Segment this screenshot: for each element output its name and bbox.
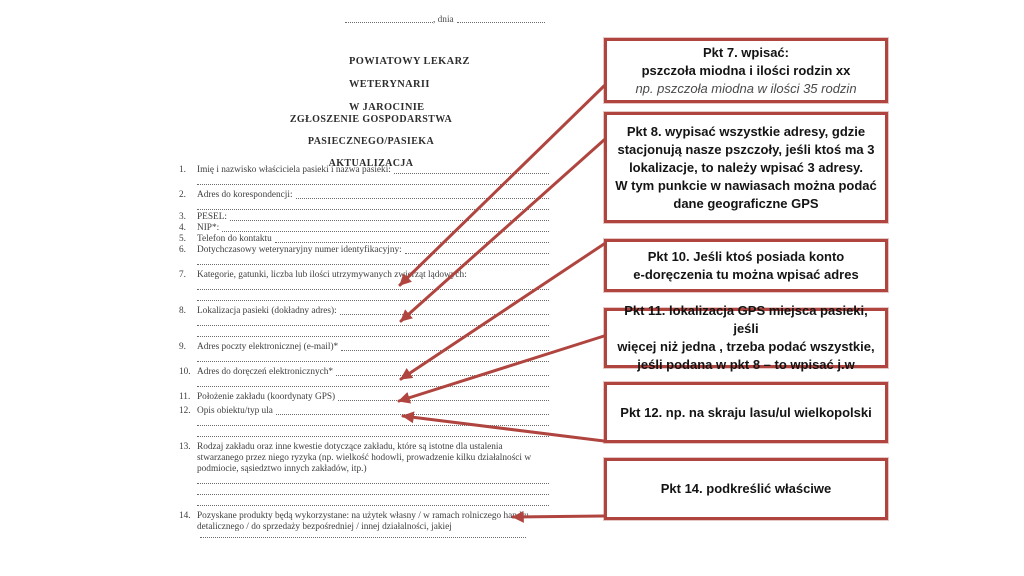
dotted-answer-line	[197, 256, 550, 267]
form-item-number: 3.	[179, 212, 186, 222]
form-item-label: Dotychczasowy weterynaryjny numer identyfikacyjny:	[197, 245, 402, 255]
form-item-label: NIP*:	[197, 223, 220, 233]
form-item	[178, 212, 550, 223]
form-items	[178, 162, 550, 544]
form-item-number: 10.	[179, 367, 191, 377]
form-item-number: 1.	[179, 165, 186, 175]
dotted-answer-line	[197, 378, 550, 389]
form-item-label: Kategorie, gatunki, liczba lub ilości utrzymywanych zwierząt lądowych:	[197, 270, 467, 280]
form-title-line-1: ZGŁOSZENIE GOSPODARSTWA PASIECZNEGO/PASIEKA	[289, 114, 453, 147]
form-item-label: Adres poczty elektronicznej (e-mail)*	[197, 342, 339, 352]
form-item-label: Położenie zakładu (koordynaty GPS)	[197, 392, 336, 402]
dotted-answer-line	[197, 486, 550, 497]
dotted-answer-line	[197, 176, 550, 187]
form-item-label: Telefon do kontaktu	[197, 234, 272, 244]
dotted-leader	[340, 313, 549, 315]
dotted-leader	[230, 219, 549, 221]
form-item	[178, 165, 550, 187]
form-item	[178, 511, 550, 544]
form-item-number: 11.	[179, 392, 191, 402]
annotation-box-pkt10	[604, 239, 888, 292]
form-item-number: 5.	[179, 234, 186, 244]
form-item-number: 14.	[179, 511, 191, 521]
form-item-label: Imię i nazwisko właściciela pasieki i nazwa pasieki:	[197, 165, 391, 175]
dotted-answer-line	[197, 292, 550, 303]
annotation-text-line: Pkt 10. Jeśli ktoś posiada konto	[647, 248, 845, 264]
date-line	[345, 13, 545, 25]
form-item-number: 7.	[179, 270, 186, 280]
form-item	[178, 342, 550, 364]
form-item-label: Rodzaj zakładu oraz inne kwestie dotyczące zakładu, które są istotne dla ustalenia stwarzanego przez niego ryzyka (np. wielkość hodowli, prowadzenie kilku działalności w podmiocie, sąsiedztwo innych zakładów, itp.)	[197, 442, 532, 474]
annotation-text-line: więcej niż jedna , trzeba podać wszystkie,	[617, 339, 875, 354]
dotted-leader	[276, 413, 549, 415]
dotted-answer-line	[197, 475, 550, 486]
dotted-answer-line	[197, 497, 550, 508]
annotation-box-pkt14	[604, 458, 888, 520]
date-place-dotted-blank	[345, 21, 433, 23]
form-item-label: Opis obiektu/typ ula	[197, 406, 273, 416]
letterhead-line-1: POWIATOWY LEKARZ WETERYNARII	[349, 56, 470, 90]
form-item-number: 12.	[179, 406, 191, 416]
date-label: , dnia	[433, 15, 454, 25]
dotted-leader	[341, 349, 549, 351]
form-item-number: 6.	[179, 245, 186, 255]
annotation-box-pkt7	[604, 38, 888, 103]
form-item-label: Adres do korespondencji:	[197, 190, 293, 200]
annotation-box-pkt8	[604, 112, 888, 223]
form-item	[178, 406, 550, 439]
form-item-label: Lokalizacja pasieki (dokładny adres):	[197, 306, 337, 316]
annotation-text-line: jeśli podana w pkt 8 – to wpisać j.w	[637, 357, 855, 372]
dotted-answer-line	[197, 428, 550, 439]
form-item	[178, 306, 550, 339]
annotation-text-line: e-doręczenia tu można wpisać adres	[633, 266, 859, 282]
form-item-number: 9.	[179, 342, 186, 352]
form-item	[178, 223, 550, 234]
annotation-text-line: lokalizacje, to należy wpisać 3 adresy.	[629, 159, 863, 175]
form-title-line-2: AKTUALIZACJA	[328, 158, 414, 169]
form-item-number: 13.	[179, 442, 191, 452]
dotted-answer-line	[197, 317, 550, 328]
dotted-leader	[338, 399, 549, 401]
dotted-answer-line	[197, 417, 550, 428]
dotted-answer-line	[197, 328, 550, 339]
dotted-answer-line	[197, 201, 550, 212]
annotation-text-line: Pkt 8. wypisać wszystkie adresy, gdzie	[626, 123, 866, 139]
annotation-box-pkt12	[604, 382, 888, 443]
dotted-leader	[336, 374, 549, 376]
annotation-text-line: Pkt 7. wpisać:	[703, 44, 789, 60]
form-item-number: 2.	[179, 190, 186, 200]
form-item-label: Adres do doręczeń elektronicznych*	[197, 367, 334, 377]
letterhead-line-2: W JAROCINIE	[349, 102, 425, 113]
annotation-text-line: stacjonują nasze pszczoły, jeśli ktoś ma 3	[617, 141, 875, 157]
dotted-leader	[275, 241, 549, 243]
annotation-text-line: dane geograficzne GPS	[673, 195, 819, 211]
annotation-text-line: np. pszczoła miodna w ilości 35 rodzin	[635, 80, 857, 96]
dotted-answer-line	[197, 281, 550, 292]
scanned-form-page	[178, 0, 550, 576]
date-dotted-blank	[457, 21, 545, 23]
form-item-number: 4.	[179, 223, 186, 233]
annotation-text-line: W tym punkcie w nawiasach można podać	[615, 177, 877, 193]
form-item	[178, 270, 550, 303]
annotation-text-line: Pkt 12. np. na skraju lasu/ul wielkopolski	[620, 404, 872, 420]
annotation-text-line: Pkt 14. podkreślić właściwe	[660, 481, 832, 496]
form-item-number: 8.	[179, 306, 186, 316]
annotation-box-pkt11	[604, 303, 888, 372]
dotted-leader	[200, 536, 526, 538]
annotation-text-line: pszczoła miodna i ilości rodzin xx	[641, 62, 851, 78]
form-item	[178, 442, 550, 508]
form-item	[178, 367, 550, 389]
form-item-label: PESEL:	[197, 212, 227, 222]
form-item	[178, 245, 550, 267]
form-item	[178, 234, 550, 245]
annotation-text-line: Pkt 11. lokalizacja GPS miejsca pasieki, jeśli	[624, 303, 868, 336]
dotted-answer-line	[197, 353, 550, 364]
form-item	[178, 190, 550, 212]
form-item	[178, 392, 550, 403]
dotted-leader	[296, 197, 549, 199]
dotted-leader	[222, 230, 549, 232]
dotted-leader	[394, 172, 549, 174]
dotted-leader	[405, 252, 549, 254]
form-item-label: Pozyskane produkty będą wykorzystane: na użytek własny / w ramach rolniczego handlu detalicznego / do sprzedaży bezpośredniej / innej działalności, jakiej	[197, 511, 529, 532]
